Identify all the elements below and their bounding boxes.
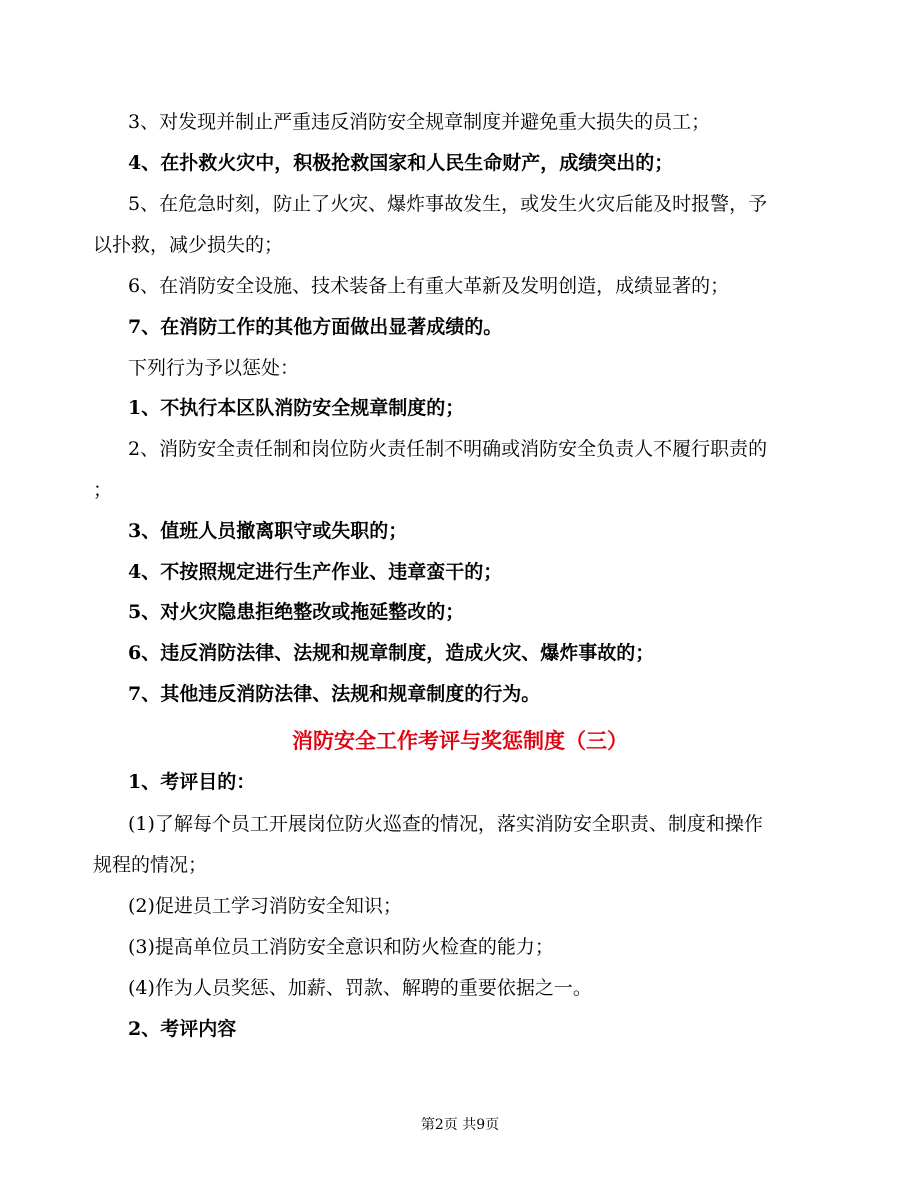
reward-item-3: 3、对发现并制止严重违反消防安全规章制度并避免重大损失的员工； bbox=[128, 111, 711, 133]
content-heading: 2、考评内容 bbox=[128, 1018, 237, 1040]
reward-item-6: 6、在消防安全设施、技术装备上有重大革新及发明创造，成绩显著的； bbox=[128, 275, 730, 297]
punish-item-4: 4、不按照规定进行生产作业、违章蛮干的； bbox=[128, 561, 503, 583]
reward-item-4: 4、在扑救火灾中，积极抢救国家和人民生命财产，成绩突出的； bbox=[128, 152, 674, 174]
purpose-item-2: (2)促进员工学习消防安全知识； bbox=[128, 895, 402, 917]
punish-item-6: 6、违反消防法律、法规和规章制度，造成火灾、爆炸事故的； bbox=[128, 642, 655, 664]
purpose-heading: 1、考评目的： bbox=[128, 771, 256, 793]
purpose-item-4: (4)作为人员奖惩、加薪、罚款、解聘的重要依据之一。 bbox=[128, 977, 592, 999]
punish-item-2-continued: ； bbox=[93, 479, 113, 501]
punish-item-5: 5、对火灾隐患拒绝整改或拖延整改的； bbox=[128, 601, 465, 623]
page-number: 第2页 共9页 bbox=[420, 1117, 500, 1133]
punish-intro: 下列行为予以惩处： bbox=[128, 357, 300, 379]
punish-item-2: 2、消防安全责任制和岗位防火责任制不明确或消防安全负责人不履行职责的 bbox=[128, 438, 768, 460]
punish-item-1: 1、不执行本区队消防安全规章制度的； bbox=[128, 397, 465, 419]
reward-item-5: 5、在危急时刻，防止了火灾、爆炸事故发生，或发生火灾后能及时报警，予 bbox=[128, 193, 768, 215]
reward-item-5-continued: 以扑救，减少损失的； bbox=[93, 234, 284, 256]
reward-item-7: 7、在消防工作的其他方面做出显著成绩的。 bbox=[128, 316, 503, 338]
purpose-item-3: (3)提高单位员工消防安全意识和防火检查的能力； bbox=[128, 936, 554, 958]
purpose-item-1-continued: 规程的情况； bbox=[93, 854, 208, 876]
purpose-item-1: (1)了解每个员工开展岗位防火巡查的情况，落实消防安全职责、制度和操作 bbox=[128, 813, 763, 835]
punish-item-3: 3、值班人员撤离职守或失职的； bbox=[128, 520, 408, 542]
punish-item-7: 7、其他违反消防法律、法规和规章制度的行为。 bbox=[128, 683, 541, 705]
section-title: 消防安全工作考评与奖惩制度（三） bbox=[292, 728, 628, 753]
